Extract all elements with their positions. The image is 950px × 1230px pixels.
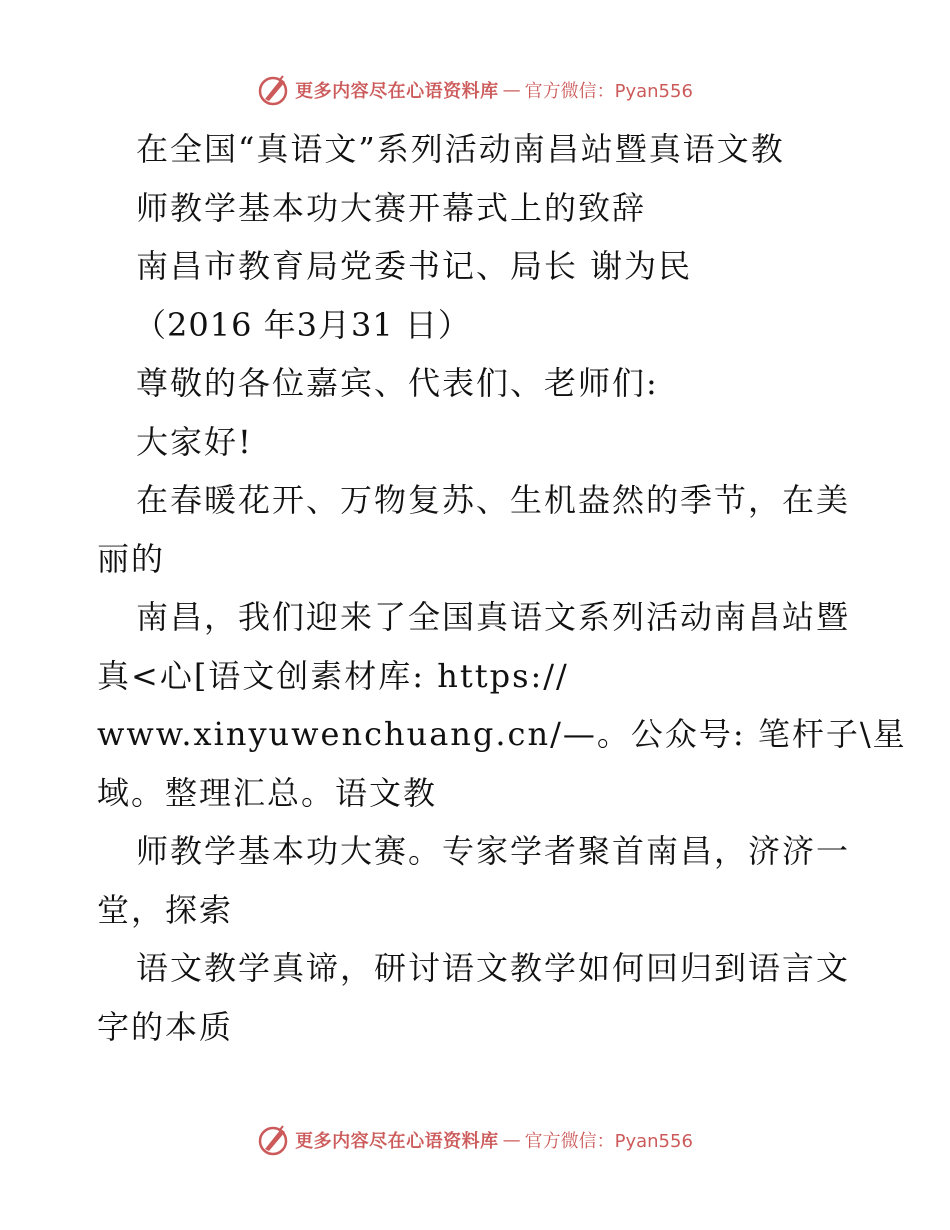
header-banner-separator: — — [502, 79, 521, 101]
footer-banner-text: 更多内容尽在心语资料库 — [295, 1131, 499, 1152]
date-line: （2016 年3月31 日） — [134, 305, 471, 344]
paragraph-line: 师教学基本功大赛。专家学者聚首南昌，济济一 — [136, 832, 851, 870]
author-line: 南昌市教育局党委书记、局长 谢为民 — [136, 247, 693, 285]
footer-banner-separator: — — [502, 1129, 521, 1151]
header-banner — [0, 70, 950, 110]
paragraph-line: 真<心[语文创素材库: https:// — [97, 656, 569, 695]
header-banner-text: 更多内容尽在心语资料库 — [295, 81, 499, 102]
paragraph-line: 丽的 — [97, 539, 166, 578]
salutation-line: 尊敬的各位嘉宾、代表们、老师们: — [136, 364, 659, 402]
header-banner-contact: 官方微信：Pyan556 — [524, 81, 693, 102]
title-line-2: 师教学基本功大赛开幕式上的致辞 — [136, 188, 647, 227]
paragraph-line: 堂，探索 — [97, 890, 234, 929]
paragraph-line: 在春暖花开、万物复苏、生机盎然的季节，在美 — [136, 481, 851, 519]
paragraph-line: 南昌，我们迎来了全国真语文系列活动南昌站暨 — [136, 598, 851, 636]
title-line-1: 在全国“真语文”系列活动南昌站暨真语文教 — [136, 130, 785, 168]
footer-banner-inner — [257, 1123, 693, 1157]
header-banner-inner — [257, 73, 693, 107]
footer-banner — [0, 1120, 950, 1160]
quill-logo-icon — [257, 1123, 291, 1157]
paragraph-line: 语文教学真谛，研讨语文教学如何回归到语言文 — [136, 949, 851, 987]
footer-banner-contact: 官方微信：Pyan556 — [524, 1131, 693, 1152]
quill-logo-icon — [257, 73, 291, 107]
paragraph-line: 域。整理汇总。语文教 — [97, 773, 438, 812]
paragraph-line: www.xinyuwenchuang.cn/—。公众号: 笔杆子\星 — [97, 715, 907, 753]
document-body — [97, 120, 907, 1056]
paragraph-line: 字的本质 — [97, 1007, 234, 1046]
greeting-line: 大家好! — [136, 422, 253, 461]
